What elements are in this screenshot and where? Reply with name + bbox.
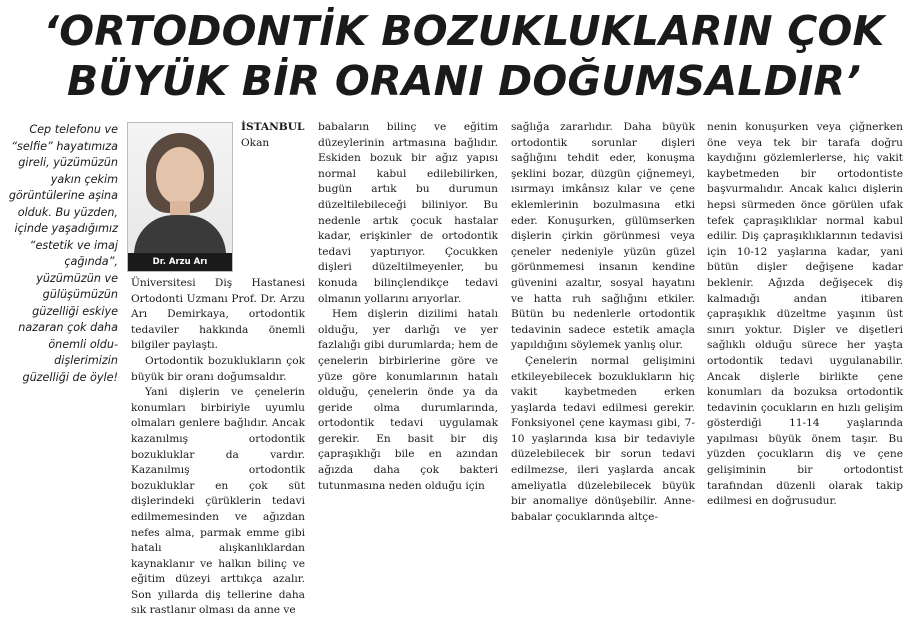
paragraph: Çenelerin normal gelişimini etkileyebilecek bozuklukların hiç vakit kaybetmeden erken yaşlarda tedavi edilmesi gerekir. Fonksiyonel çene kayması gibi, 7-10 yaşlarında kısa bir tedaviyle düzelebilecek bir sorun tedavi edilmezse, ileri yaşlarda ancak ameliyatla düzelebilecek büyük bir anomaliye dönüşebilir. Anne-babalar çocuklarında altçe-: [511, 354, 695, 523]
paragraph: Hem dişlerin dizilimi hatalı olduğu, yer darlığı ve yer fazlalığı gibi durumlarda; hem de çenelerin birbirlerine göre ve yüze göre konumlarının hatalı olduğu, çenelerin önde ya da geride olma durumlarında, ortodontik tedavi uygulamak gerekir. En basit bir diş çapraşıklığı bile en azından ağızda daha çok bakteri tutunmasına neden olduğu için: [318, 308, 498, 492]
paragraph: Yani dişlerin ve çenelerin konumları birbiriyle uyumlu olmaları genlere bağlıdır. Ancak kazanılmış ortodontik bozukluklar da vardır. Kazanılmış ortodontik bozukluklar en çok süt dişlerindeki çürüklerin tedavi edilmemesinden ve ağızdan nefes alma, parmak emme gibi hatalı alışkanlıklardan kaynaklanır ve halkın bilinç ve eğitim düzeyi arttıkça azalır. Son yıllarda diş tellerine daha sık rastlanır olması da anne ve: [131, 386, 305, 617]
headline-line-2: BÜYÜK BİR ORANI DOĞUMSALDIR’: [67, 57, 861, 105]
photo-face: [156, 147, 204, 205]
dateline: İSTANBUL: [241, 121, 305, 133]
author-photo: [127, 122, 233, 272]
article-column-4: [707, 120, 903, 510]
headline: [14, 6, 914, 106]
paragraph-text: Okan Üniversitesi Diş Hastanesi Ortodonti Uzmanı Prof. Dr. Arzu Arı Demirkaya, ortodontik tedaviler hakkında önemli bilgiler paylaştı.: [131, 136, 305, 352]
article-column-1: [131, 120, 305, 619]
paragraph: nenin konuşurken veya çiğnerken öne veya tek bir tarafa doğru kaydığını gözlemlerlerse, hiç vakit kaybetmeden bir ortodontiste başvurmalıdır. Ancak kalıcı dişlerin hepsi sürmeden önce görülen ufak tefek çapraşıklıklar normal kabul edilir. Diş çapraşıklıklarının tedavisi için 10-12 yaşlarına kadar, yani bütün dişler değişene kadar beklenir. Ağızda değişecek diş kalmadığı andan itibaren çapraşıklık düzeltme yaşının üst sınırı yoktur. Dişler ve dişetleri sağlıklı olduğu sürece her yaşta ortodontik tedavi uygulanabilir. Ancak dişlerle birlikte çene konumları da bozuksa ortodontik tedavinin çocukların en hızlı gelişim gösterdiği 11-14 yaşlarında yapılması büyük önem taşır. Bu yüzden çocukların diş ve çene gelişiminin bir ortodontist tarafından düzenli olarak takip edilmesi en doğrusudur.: [707, 121, 903, 508]
sidebar-lead: Cep telefonu ve “selfie” hayatımıza gireli, yüzümüzün yakın çekim görüntülerine aşina olduk. Bu yüzden, içinde yaşadığımız “estetik ve imaj çağında”, yüzümüzün ve gülüşümüzün güzelliği eskiye nazaran çok daha önemli oldu- dişlerimizin güzelliği de öyle!: [8, 123, 118, 384]
paragraph: Ortodontik bozuklukların çok büyük bir oranı doğumsaldır.: [131, 354, 305, 383]
photo-caption: Dr. Arzu Arı: [128, 253, 232, 271]
paragraph: babaların bilinç ve eğitim düzeylerinin artmasına bağlıdır. Eskiden bozuk bir ağız yapısı normal kabul edilebilirken, bugün artık bu durumun düzeltilebileceği biliniyor. Bu nedenle artık çocuk hastalar kadar, erişkinler de ortodontik tedavi yaptırıyor. Çocukken dişleri düzeltilmeyenler, bu konuda bilinçlendikçe tedavi olmanın yollarını arıyorlar.: [318, 121, 498, 305]
article-column-3: [511, 120, 695, 525]
headline-line-1: ‘ORTODONTİK BOZUKLUKLARIN ÇOK: [43, 7, 885, 55]
paragraph: sağlığa zararlıdır. Daha büyük ortodontik sorunlar dişleri sağlığını tehdit eder, konuşma şeklini bozar, düzgün çiğnemeyi, ısırmayı imkânsız kılar ve çene eklemlerinin bozulmasına etki eder. Konuşurken, gülümserken dişlerin çirkin görünmesi veya çeneler nedeniyle yüzün güzel görünmemesi insanın kendine güvenini azaltır, sosyal hayatını ve hatta ruh sağlığını etkiler. Bütün bu nedenlerle ortodontik tedavinin sadece estetik amaçla yapıldığını söylemek yanlış olur.: [511, 121, 695, 352]
article-column-2: [318, 120, 498, 494]
